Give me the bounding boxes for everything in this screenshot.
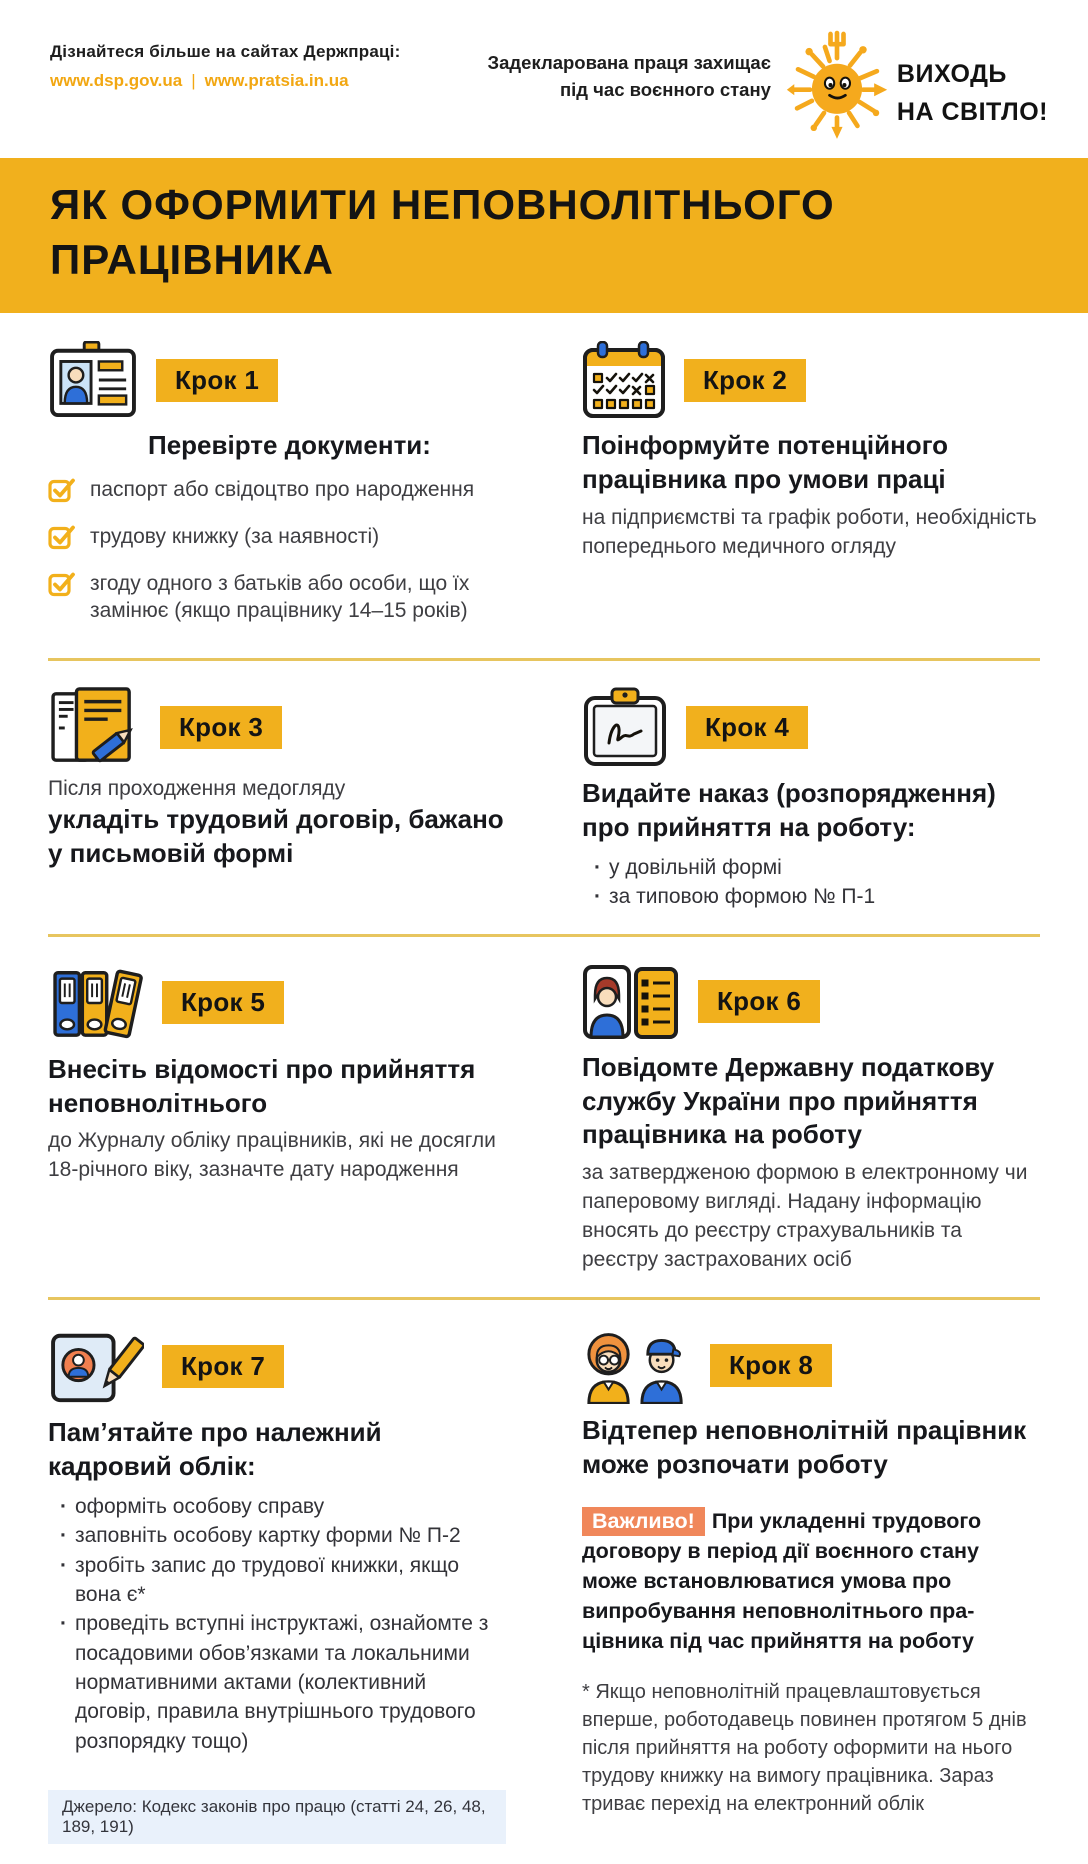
website-links — [50, 71, 400, 91]
step-3-heading: укладіть трудовий договір, бажано у письмовій формі — [48, 804, 504, 869]
step-7 — [48, 1326, 506, 1844]
step-7-heading: Пам’ятайте про належний кадровий облік: — [48, 1417, 382, 1481]
sun-logo-icon — [785, 30, 889, 142]
bullet-item — [60, 1609, 506, 1756]
row-2 — [48, 687, 1040, 911]
page-title: ЯК ОФОРМИТИ НЕПОВНОЛІТНЬОГО ПРАЦІВНИКА — [50, 181, 835, 283]
step-2 — [582, 341, 1040, 562]
header-info — [50, 30, 400, 91]
step-1-heading: Перевірте документи: — [148, 430, 431, 461]
checklist-item — [48, 477, 506, 512]
step-3-badge: Крок 3 — [160, 706, 282, 749]
step-5 — [48, 963, 506, 1186]
step-6 — [582, 963, 1040, 1275]
step-4-head — [582, 687, 1040, 767]
step-8 — [582, 1326, 1040, 1818]
step-3-head — [48, 687, 506, 767]
checklist-item — [48, 524, 506, 559]
checklist-item — [48, 571, 506, 625]
personnel-record-icon — [48, 1326, 144, 1406]
checklist-text: трудову книжку (за наявності) — [90, 524, 380, 548]
row-1 — [48, 341, 1040, 636]
step-3-lead: Після проходження медогляду — [48, 777, 346, 801]
step-6-head — [582, 963, 1040, 1041]
step-2-badge: Крок 2 — [684, 359, 806, 402]
step-6-badge: Крок 6 — [698, 980, 820, 1023]
documents-checklist — [48, 477, 506, 625]
campaign-tagline — [488, 30, 771, 104]
step-5-badge: Крок 5 — [162, 981, 284, 1024]
clipboard-icon — [582, 687, 668, 767]
calendar-icon — [582, 341, 666, 419]
slogan-line2: НА СВІТЛО! — [896, 97, 1048, 126]
more-info-label: Дізнайтеся більше на сайтах Держпраці: — [50, 42, 401, 61]
step-4-heading: Видайте наказ (розпорядження) про прийняття на роботу: — [582, 778, 996, 843]
step-1-badge: Крок 1 — [156, 359, 278, 402]
tagline-line2: під час воєнного стану — [559, 78, 771, 100]
step-7-bullets — [60, 1492, 506, 1757]
step-6-heading: Повідомте Державну податкову службу України про прийняття працівника на роботу — [582, 1051, 995, 1150]
important-badge: Важливо! — [582, 1507, 705, 1536]
bullet-item — [594, 882, 1040, 911]
bullet-text: за типовою формою № П-1 — [609, 885, 876, 909]
important-note — [582, 1506, 1040, 1656]
step-8-heading: Відтепер неповнолітній працівник може розпочати роботу — [582, 1415, 1027, 1479]
step-5-heading: Внесіть відомості про прийняття неповнолітнього — [48, 1053, 476, 1118]
title-band — [0, 158, 1088, 313]
step-2-heading: Поінформуйте потенційного працівника про умови праці — [582, 430, 949, 494]
step-2-body: на підприємстві та графік роботи, необхідність попереднього медичного огляду — [582, 505, 1037, 558]
step-8-head — [582, 1326, 1040, 1404]
step-2-head — [582, 341, 1040, 419]
step-8-badge: Крок 8 — [710, 1344, 832, 1387]
step-1-head — [48, 341, 506, 419]
bullet-item — [60, 1551, 506, 1610]
row-3 — [48, 963, 1040, 1275]
step-5-head — [48, 963, 506, 1043]
bullet-item — [60, 1521, 506, 1550]
step-3 — [48, 687, 506, 871]
bullet-item — [60, 1492, 506, 1521]
section-divider — [48, 934, 1040, 937]
source-note: Джерело: Кодекс законів про працю (статті 24, 26, 48, 189, 191) — [48, 1790, 506, 1844]
header — [0, 0, 1088, 158]
young-workers-icon — [582, 1326, 692, 1404]
steps-content — [0, 313, 1088, 1864]
bullet-text: у довільній формі — [609, 856, 782, 880]
step-4 — [582, 687, 1040, 911]
bullet-text: проведіть вступні інструктажі, ознайомте з посадовими обов’язками та локальними нормативними актами (колективний договір, правила внутрішнього трудового розпорядку тощо) — [75, 1612, 489, 1753]
section-divider — [48, 658, 1040, 661]
tagline-line1: Задекларована праця захищає — [487, 52, 771, 73]
step-1 — [48, 341, 506, 636]
bullet-text: зробіть запис до трудової книжки, якщо вона є* — [75, 1553, 460, 1606]
step-6-body: за затвердженою формою в електронному чи паперовому вигляді. Надану інформацію вносять до реєстру страхувальників та реєстру застрахованих осіб — [582, 1161, 1028, 1272]
checkbox-check-icon — [48, 477, 75, 512]
important-text: При укладенні трудового договору в період дії воєнного стану може встановлюватися умова про випробування неповнолітнього пра-цівника під час прийняття на роботу — [582, 1508, 982, 1654]
row-4 — [48, 1326, 1040, 1844]
step-7-head — [48, 1326, 506, 1406]
link-dsp-gov-ua[interactable]: www.dsp.gov.ua — [50, 71, 183, 90]
checklist-text: паспорт або свідоцтво про народження — [90, 477, 475, 501]
person-form-icon — [582, 963, 680, 1041]
campaign-slogan — [897, 30, 1048, 131]
link-pratsia-in-ua[interactable]: www.pratsia.in.ua — [204, 71, 349, 90]
contract-icon — [48, 687, 142, 767]
binders-icon — [48, 963, 144, 1043]
bullet-item — [594, 853, 1040, 882]
id-card-icon — [48, 341, 138, 419]
footnote: * Якщо неповнолітній працевлаштовується вперше, роботодавець повинен протягом 5 днів після прийняття на роботу оформити на нього трудову книжку на вимогу працівника. Зараз триває перехід на електронний облік — [582, 1681, 1027, 1816]
step-4-badge: Крок 4 — [686, 706, 808, 749]
slogan-line1: ВИХОДЬ — [896, 60, 1007, 88]
step-5-body: до Журналу обліку працівників, які не досягли 18-річного віку, зазначте дату народження — [48, 1129, 496, 1182]
checkbox-check-icon — [48, 524, 75, 559]
section-divider — [48, 1297, 1040, 1300]
step-7-badge: Крок 7 — [162, 1345, 284, 1388]
bullet-text: заповніть особову картку форми № П-2 — [75, 1524, 461, 1548]
step-4-bullets — [594, 853, 1040, 912]
link-separator: | — [191, 71, 196, 90]
bullet-text: оформіть особову справу — [75, 1494, 325, 1518]
checkbox-check-icon — [48, 571, 75, 625]
checklist-text: згоду одного з батьків або особи, що їх замінює (якщо працівнику 14–15 років) — [90, 571, 470, 622]
